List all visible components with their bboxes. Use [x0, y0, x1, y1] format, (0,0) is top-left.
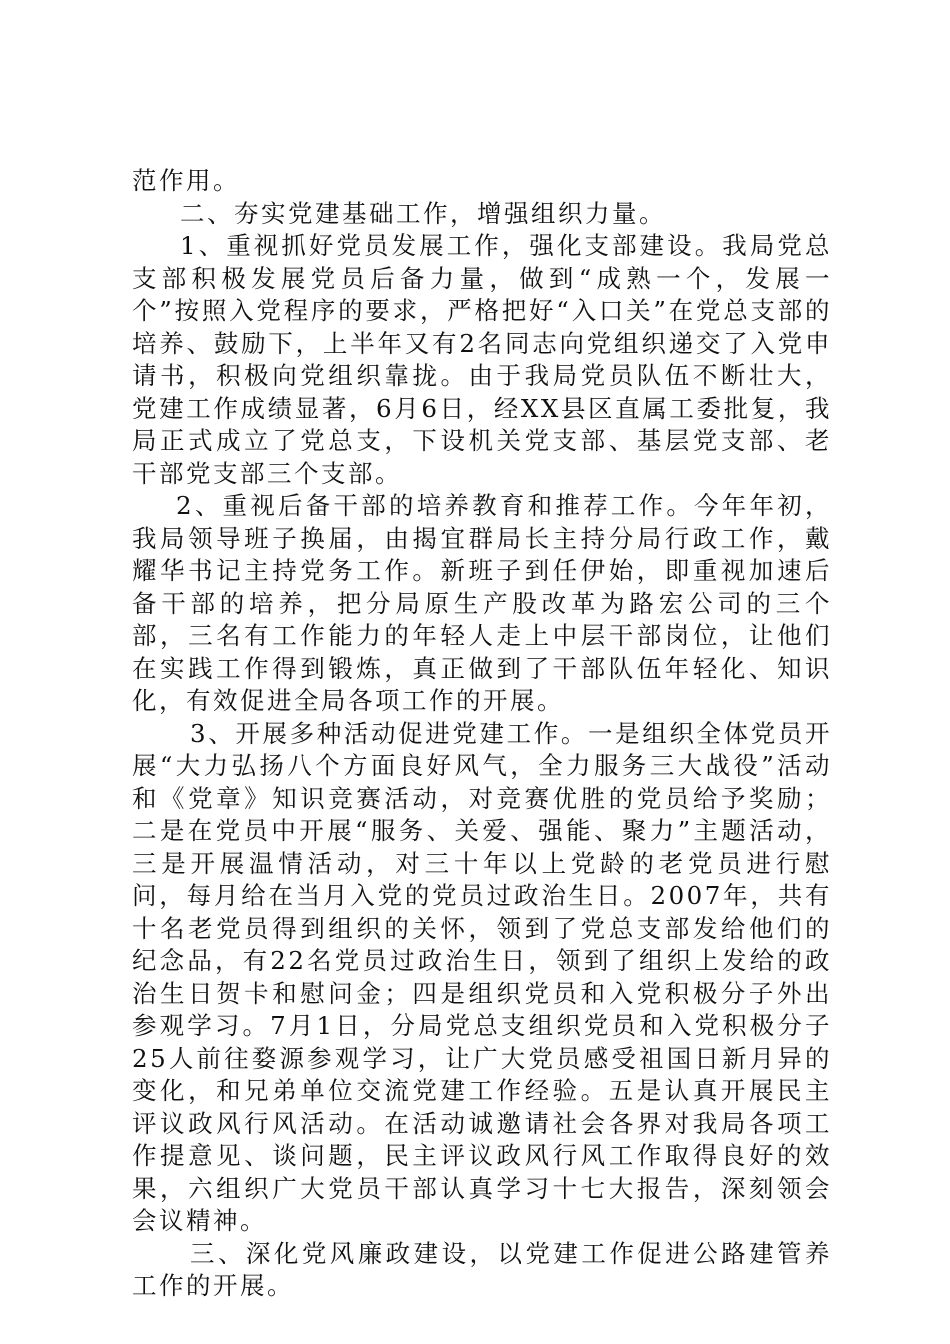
paragraph-item-3: 3、开展多种活动促进党建工作。一是组织全体党员开展“大力弘扬八个方面良好风气，全力服务三大战役”活动和《党章》知识竞赛活动，对竞赛优胜的党员给予奖励；二是在党员中开展“服务、关爱、强能、聚力”主题活动，三是开展温情活动，对三十年以上党龄的老党员进行慰问，每月给在当月入党的党员过政治生日。2007年，共有十名老党员得到组织的关怀，领到了党总支部发给他们的纪念品，有22名党员过政治生日，领到了组织上发给的政治生日贺卡和慰问金；四是组织党员和入党积极分子外出参观学习。7月1日，分局党总支组织党员和入党积极分子25人前往婺源参观学习，让广大党员感受祖国日新月异的变化，和兄弟单位交流党建工作经验。五是认真开展民主评议政风行风活动。在活动诚邀请社会各界对我局各项工作提意见、谈问题，民主评议政风行风工作取得良好的效果，六组织广大党员干部认真学习十七大报告，深刻领会会议精神。	[132, 718, 832, 1235]
document-body	[132, 165, 832, 1303]
paragraph-continuation: 范作用。	[132, 166, 240, 195]
section-heading-2: 二、夯实党建基础工作，增强组织力量。	[180, 198, 666, 228]
section-heading-3: 三、深化党风廉政建设，以党建工作促进公路建管养工作的开展。	[132, 1238, 832, 1300]
paragraph-item-1: 1、重视抓好党员发展工作，强化支部建设。我局党总支部积极发展党员后备力量，做到“成熟一个，发展一个”按照入党程序的要求，严格把好“入口关”在党总支部的培养、鼓励下，上半年又有2名同志向党组织递交了入党申请书，积极向党组织靠拢。由于我局党员队伍不断壮大，党建工作成绩显著，6月6日，经XX县区直属工委批复，我局正式成立了党总支，下设机关党支部、基层党支部、老干部党支部三个支部。	[132, 231, 832, 488]
paragraph-item-2: 2、重视后备干部的培养教育和推荐工作。今年年初，我局领导班子换届，由揭宜群局长主持分局行政工作，戴耀华书记主持党务工作。新班子到任伊始，即重视加速后备干部的培养，把分局原生产股改革为路宏公司的三个部，三名有工作能力的年轻人走上中层干部岗位，让他们在实践工作得到锻炼，真正做到了干部队伍年轻化、知识化，有效促进全局各项工作的开展。	[132, 491, 832, 715]
